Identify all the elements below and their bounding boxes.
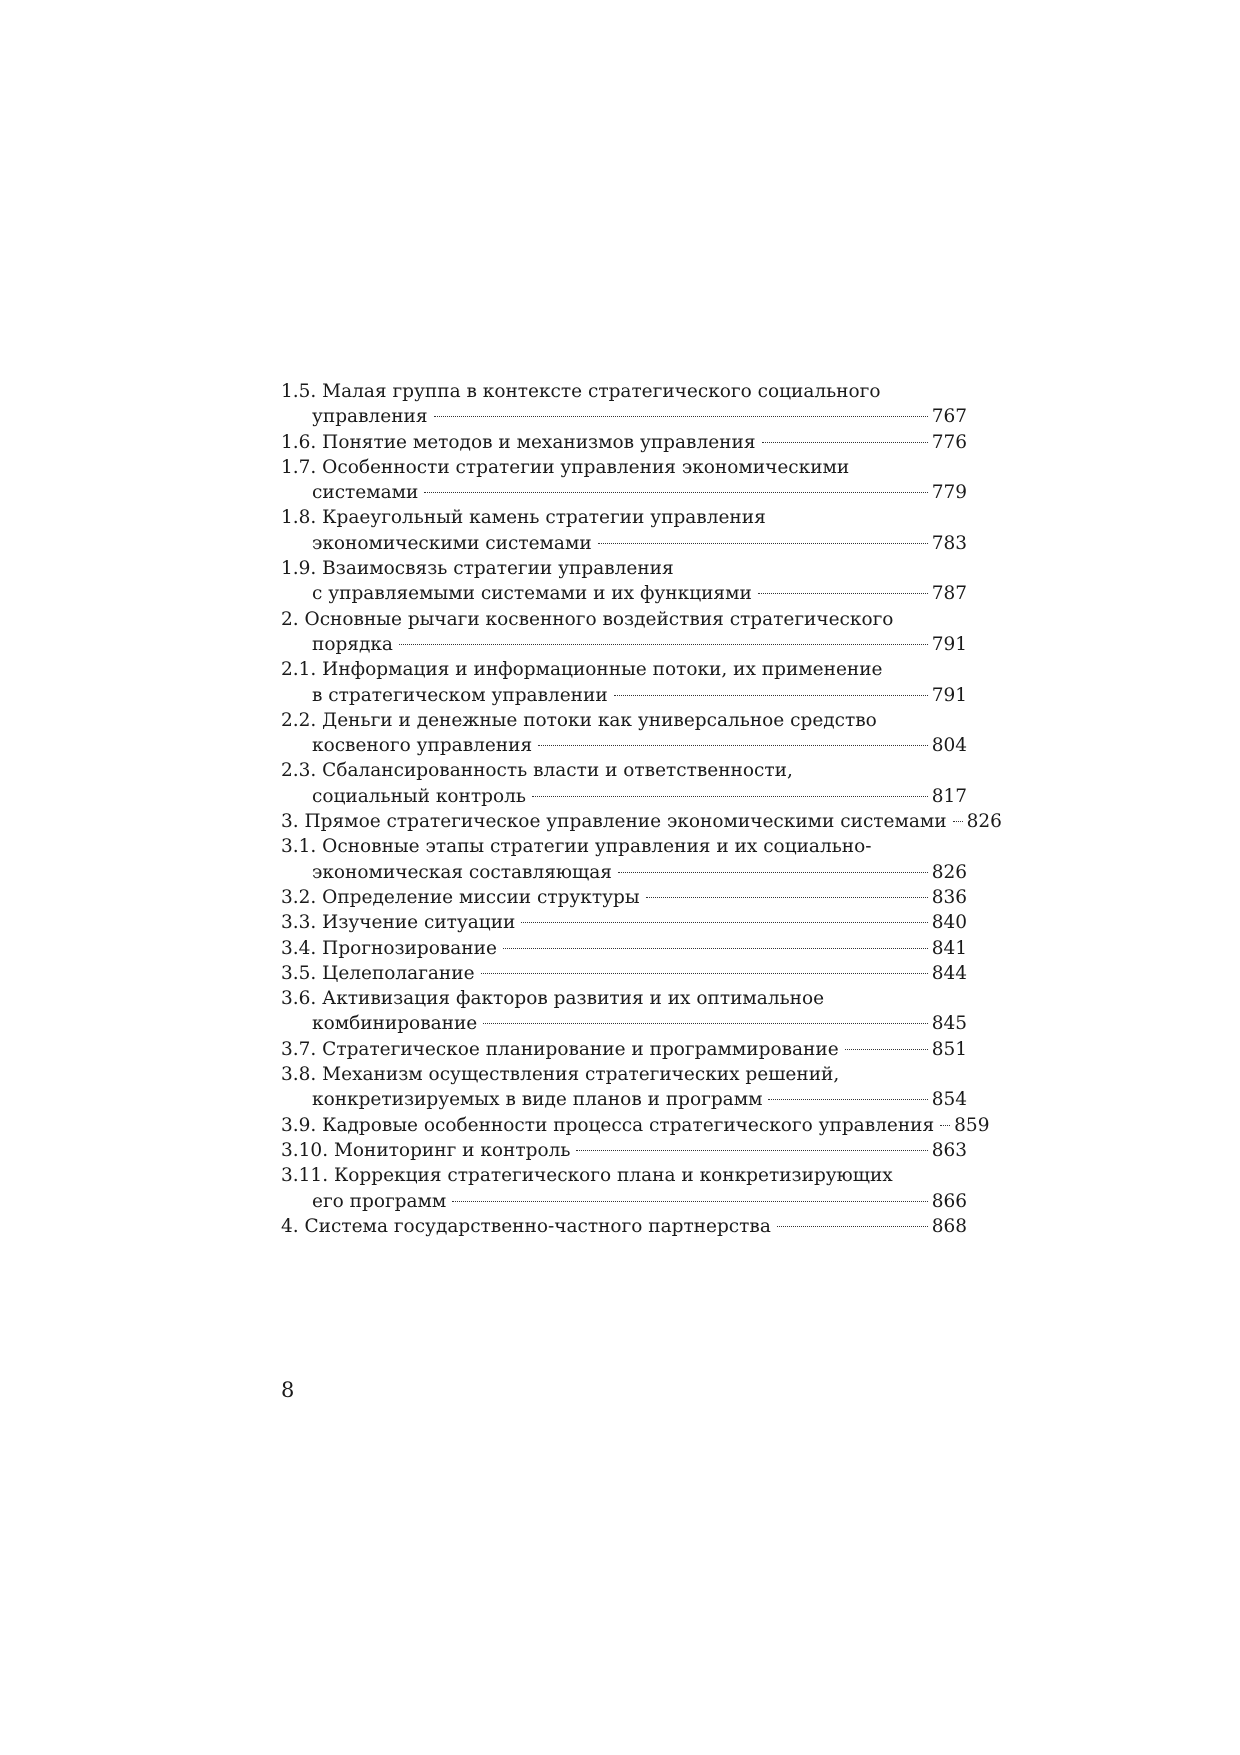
toc-line (281, 455, 967, 480)
toc-line (281, 1011, 967, 1036)
toc-entry-title: 3.8. Механизм осуществления стратегических решений, (281, 1064, 840, 1086)
toc-entry (281, 1113, 990, 1138)
toc-entry-title: 1.8. Краеугольный камень стратегии управления (281, 507, 766, 529)
toc-line (281, 834, 967, 859)
toc-line (281, 683, 967, 708)
toc-line (281, 936, 967, 961)
dot-leader (646, 897, 928, 898)
dot-leader (452, 1201, 927, 1202)
toc-page-number: 851 (931, 1038, 967, 1060)
toc-entry-title: управления (312, 406, 428, 428)
toc-entry (281, 885, 967, 910)
toc-line (281, 733, 967, 758)
toc-entry-title: социальный контроль (312, 785, 526, 807)
dot-leader (953, 821, 963, 822)
toc-page-number: 779 (931, 482, 967, 504)
dot-leader (614, 695, 928, 696)
dot-leader (538, 745, 928, 746)
toc-line (281, 1138, 967, 1163)
toc-entry-title: 3.4. Прогнозирование (281, 937, 497, 959)
dot-leader (483, 1023, 927, 1024)
toc-entry (281, 1163, 967, 1214)
table-of-contents (281, 379, 1002, 1239)
toc-line (281, 1163, 967, 1188)
toc-line (281, 910, 967, 935)
toc-line (281, 860, 967, 885)
toc-line (281, 758, 967, 783)
dot-leader (434, 416, 928, 417)
toc-page-number: 840 (931, 912, 967, 934)
toc-entry-title: 2.1. Информация и информационные потоки, их применение (281, 659, 883, 681)
toc-line (281, 1214, 967, 1239)
toc-page-number: 859 (954, 1114, 990, 1136)
dot-leader (618, 872, 928, 873)
dot-leader (768, 1099, 927, 1100)
toc-entry (281, 607, 967, 658)
toc-entry-title: косвеного управления (312, 735, 533, 757)
toc-entry (281, 936, 967, 961)
toc-line (281, 961, 967, 986)
toc-page-number: 791 (931, 684, 967, 706)
toc-line (281, 480, 967, 505)
toc-line (281, 505, 967, 530)
toc-page-number: 841 (931, 937, 967, 959)
toc-entry (281, 834, 967, 885)
toc-page-number: 804 (931, 735, 967, 757)
toc-entry (281, 986, 967, 1037)
toc-entry (281, 1138, 967, 1163)
dot-leader (762, 442, 928, 443)
dot-leader (845, 1049, 928, 1050)
dot-leader (758, 593, 928, 594)
toc-entry-title: 3. Прямое стратегическое управление экономическими системами (281, 811, 947, 833)
toc-line (281, 1113, 990, 1138)
toc-entry-title: конкретизируемых в виде планов и программ (312, 1089, 763, 1111)
toc-entry (281, 809, 1002, 834)
toc-page-number: 845 (931, 1013, 967, 1035)
toc-line (281, 404, 967, 429)
toc-entry-title: 3.5. Целеполагание (281, 962, 475, 984)
toc-line (281, 784, 967, 809)
toc-page-number: 767 (931, 406, 967, 428)
toc-line (281, 531, 967, 556)
dot-leader (532, 796, 928, 797)
toc-entry-title: в стратегическом управлении (312, 684, 608, 706)
toc-entry-title: экономическая составляющая (312, 861, 612, 883)
toc-entry-title: 1.7. Особенности стратегии управления экономическими (281, 456, 850, 478)
toc-line (281, 379, 967, 404)
toc-page-number: 783 (931, 532, 967, 554)
toc-entry-title: его программ (312, 1190, 447, 1212)
toc-line (281, 581, 967, 606)
toc-entry-title: экономическими системами (312, 532, 592, 554)
toc-page-number: 836 (931, 886, 967, 908)
toc-line (281, 657, 967, 682)
toc-entry (281, 455, 967, 506)
toc-entry-title: 1.6. Понятие методов и механизмов управления (281, 431, 756, 453)
toc-page-number: 868 (931, 1215, 967, 1237)
dot-leader (576, 1150, 927, 1151)
toc-line (281, 556, 967, 581)
toc-line (281, 1189, 967, 1214)
toc-entry-title: порядка (312, 633, 393, 655)
toc-entry (281, 556, 967, 607)
toc-line (281, 1087, 967, 1112)
dot-leader (503, 948, 928, 949)
toc-entry-title: 1.9. Взаимосвязь стратегии управления (281, 558, 674, 580)
page-number-folio: 8 (281, 1378, 295, 1402)
toc-entry (281, 910, 967, 935)
toc-page-number: 844 (931, 962, 967, 984)
toc-page-number: 791 (931, 633, 967, 655)
toc-entry-title: 4. Система государственно-частного партнерства (281, 1215, 771, 1237)
toc-page-number: 787 (931, 583, 967, 605)
toc-page-number: 817 (931, 785, 967, 807)
toc-line (281, 632, 967, 657)
toc-entry (281, 758, 967, 809)
toc-page-number: 776 (931, 431, 967, 453)
toc-line (281, 1062, 967, 1087)
toc-page-number: 866 (931, 1190, 967, 1212)
dot-leader (940, 1125, 950, 1126)
toc-entry-title: 3.7. Стратегическое планирование и программирование (281, 1038, 839, 1060)
toc-entry-title: комбинирование (312, 1013, 478, 1035)
toc-line (281, 708, 967, 733)
dot-leader (424, 492, 927, 493)
toc-entry-title: системами (312, 482, 419, 504)
toc-entry-title: 3.1. Основные этапы стратегии управления и их социально- (281, 836, 872, 858)
toc-entry (281, 505, 967, 556)
toc-entry-title: 3.3. Изучение ситуации (281, 912, 516, 934)
dot-leader (598, 543, 928, 544)
toc-entry (281, 430, 967, 455)
toc-entry-title: 2. Основные рычаги косвенного воздействия стратегического (281, 608, 894, 630)
toc-entry (281, 657, 967, 708)
toc-entry-title: 2.2. Деньги и денежные потоки как универсальное средство (281, 709, 877, 731)
toc-entry (281, 1214, 967, 1239)
toc-entry-title: 3.11. Коррекция стратегического плана и конкретизирующих (281, 1165, 893, 1187)
toc-entry-title: 3.6. Активизация факторов развития и их оптимальное (281, 988, 825, 1010)
toc-line (281, 607, 967, 632)
toc-page-number: 826 (931, 861, 967, 883)
toc-entry-title: 3.2. Определение миссии структуры (281, 886, 640, 908)
toc-page-number: 854 (931, 1089, 967, 1111)
dot-leader (777, 1226, 928, 1227)
toc-entry (281, 961, 967, 986)
toc-entry (281, 379, 967, 430)
toc-entry-title: 2.3. Сбалансированность власти и ответственности, (281, 760, 793, 782)
toc-page-number: 826 (966, 811, 1002, 833)
toc-line (281, 430, 967, 455)
toc-entry-title: 3.10. Мониторинг и контроль (281, 1139, 571, 1161)
dot-leader (521, 922, 927, 923)
toc-entry (281, 1062, 967, 1113)
toc-entry-title: с управляемыми системами и их функциями (312, 583, 752, 605)
toc-line (281, 986, 967, 1011)
toc-entry-title: 1.5. Малая группа в контексте стратегического социального (281, 381, 881, 402)
toc-entry-title: 3.9. Кадровые особенности процесса стратегического управления (281, 1114, 935, 1136)
toc-page-number: 863 (931, 1139, 967, 1161)
toc-entry (281, 708, 967, 759)
toc-entry (281, 1037, 967, 1062)
dot-leader (481, 973, 928, 974)
toc-line (281, 885, 967, 910)
toc-line (281, 809, 1002, 834)
toc-line (281, 1037, 967, 1062)
dot-leader (399, 644, 928, 645)
